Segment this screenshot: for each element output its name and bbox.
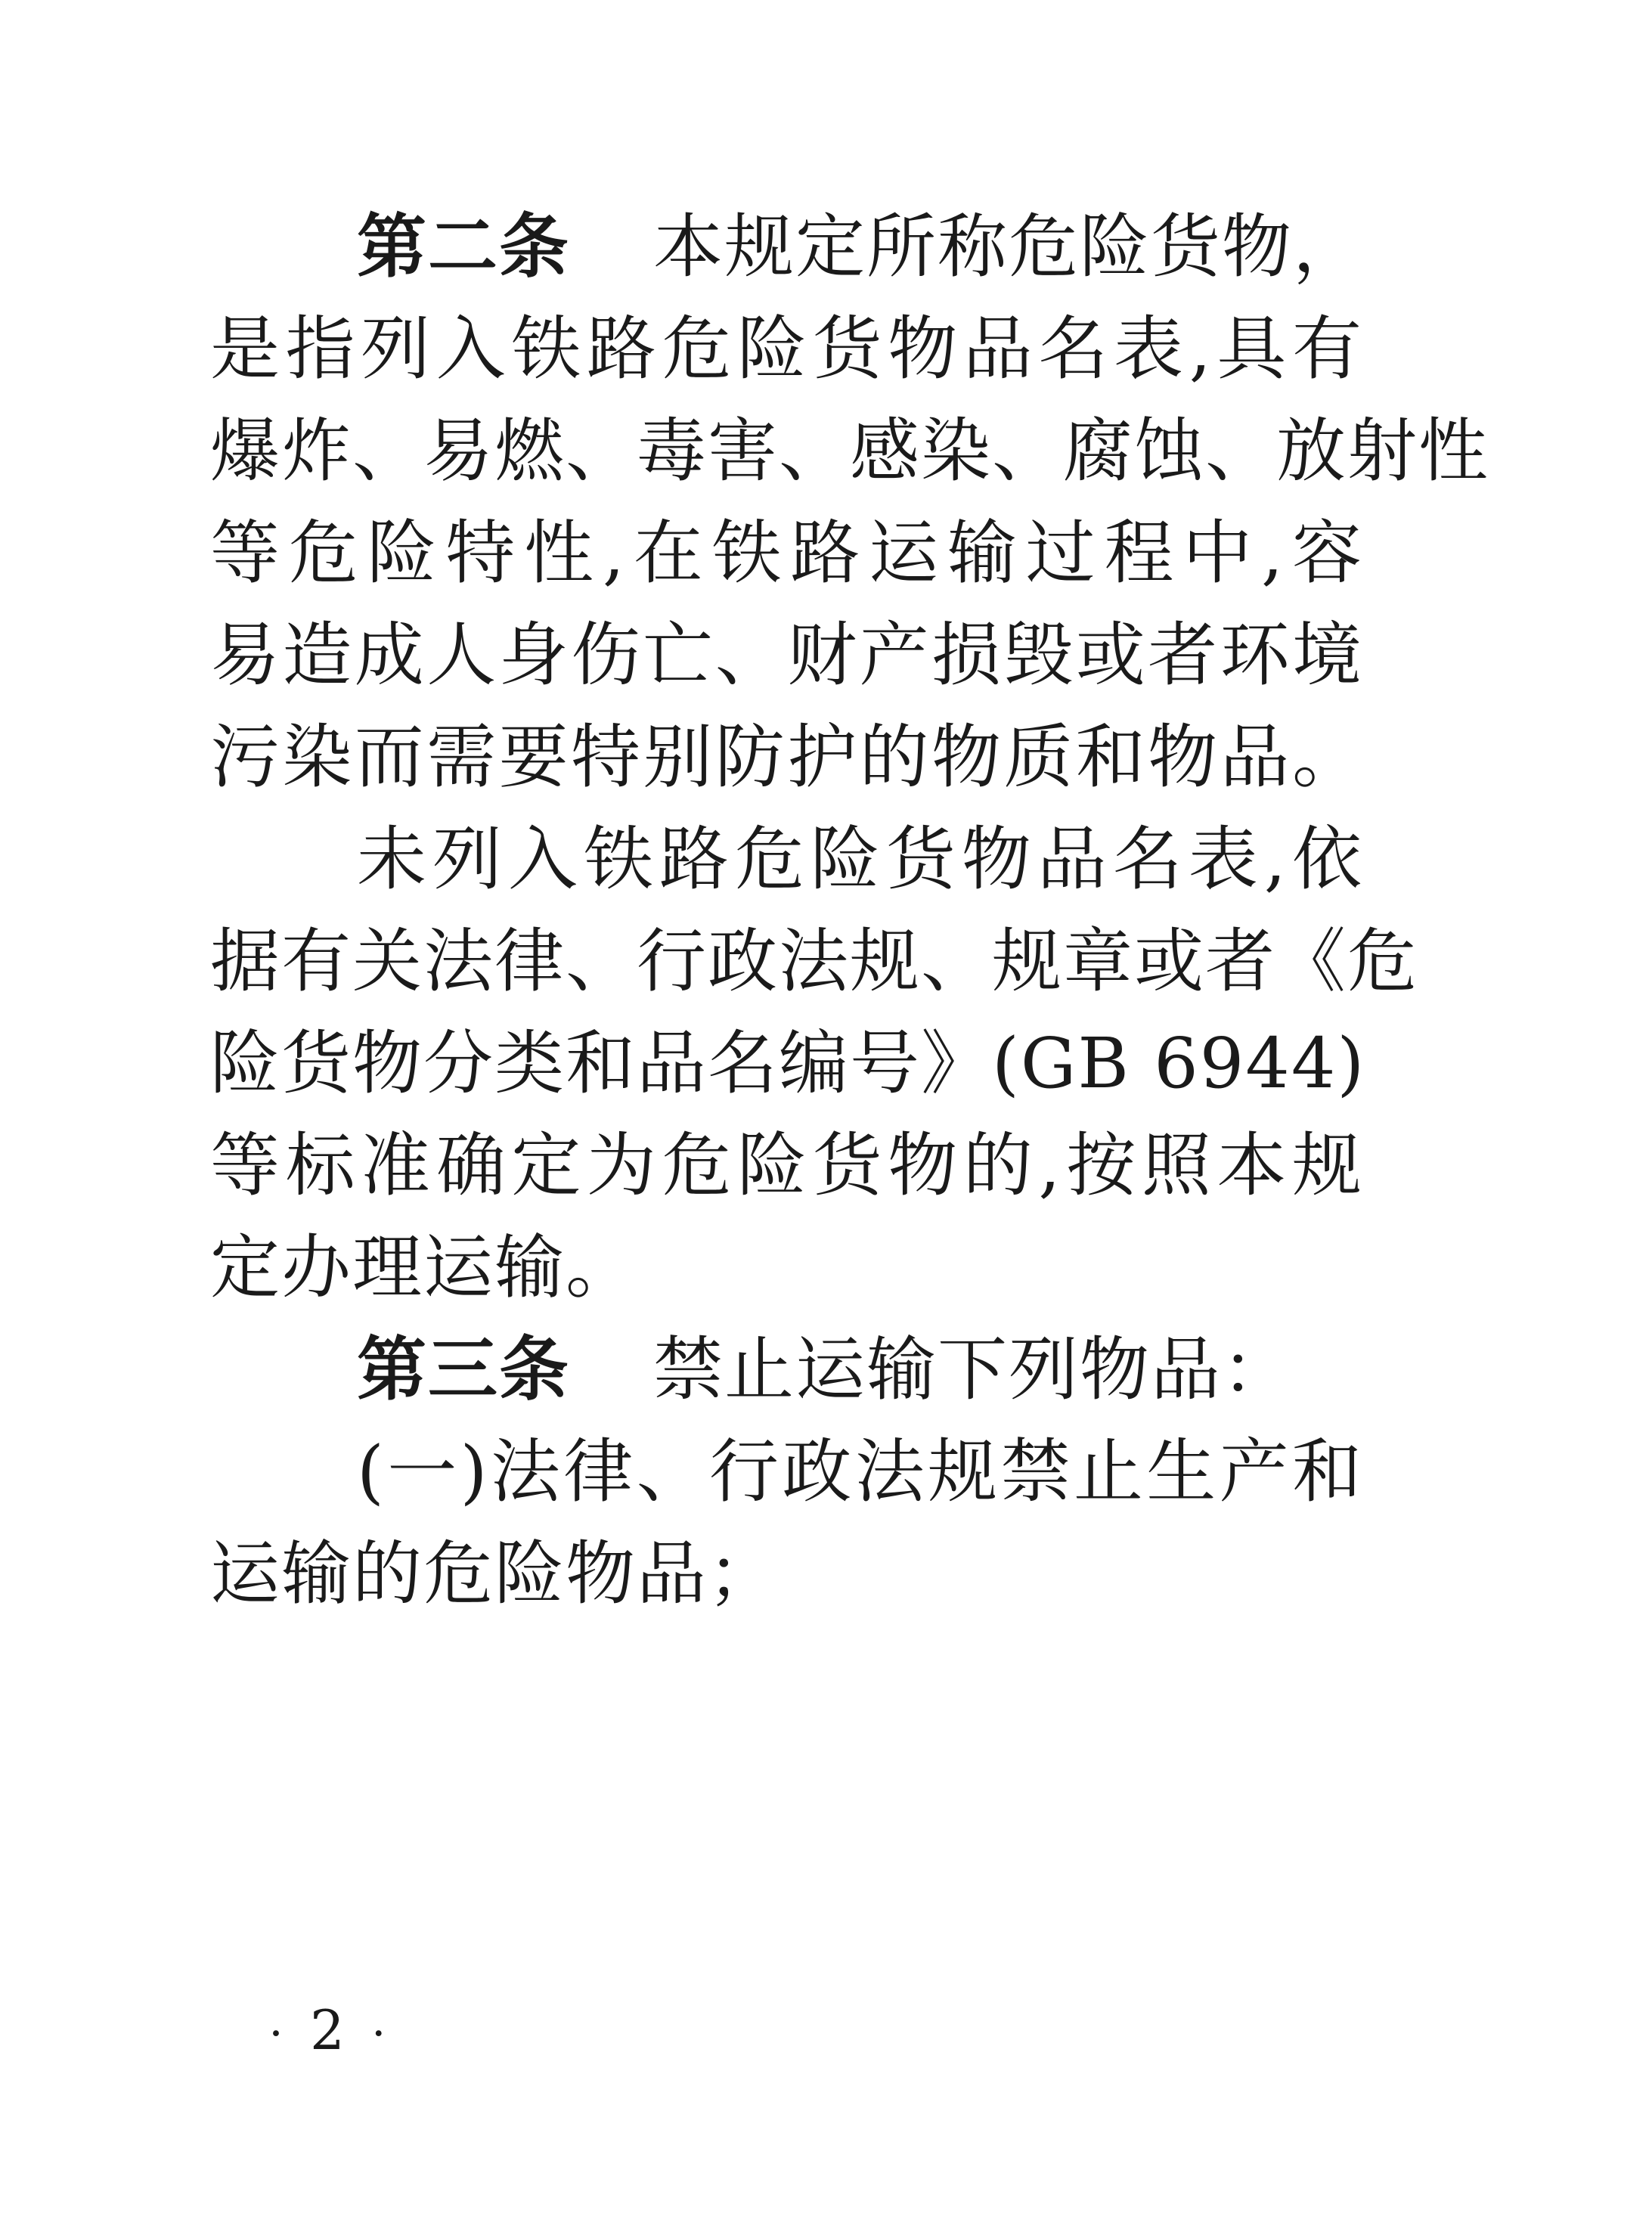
article-2-p2-line-4: 等标准确定为危险货物的,按照本规 <box>210 1125 1363 1206</box>
article-3-intro: 禁止运输下列物品： <box>653 1329 1294 1410</box>
article-2-first-line <box>357 198 1363 296</box>
article-2-heading: 第二条 <box>357 206 571 287</box>
article-2-line-4: 等危险特性,在铁路运输过程中,容 <box>210 513 1363 594</box>
article-2-p2-line-1: 未列入铁路危险货物品名表,依 <box>357 819 1363 900</box>
article-2-line-3: 爆炸、易燃、毒害、感染、腐蚀、放射性 <box>210 411 1490 491</box>
page-number: 2 <box>310 1998 345 2062</box>
article-3-heading: 第三条 <box>357 1329 571 1410</box>
article-2-p2-line-3: 险货物分类和品名编号》(GB 6944) <box>210 1023 1366 1104</box>
article-3-item-1-line-1: (一)法律、行政法规禁止生产和 <box>357 1431 1363 1512</box>
article-2-line-1: 本规定所称危险货物， <box>653 206 1365 287</box>
article-2-line-6: 污染而需要特别防护的物质和物品。 <box>210 717 1363 798</box>
page-number-footer <box>242 1996 413 2064</box>
article-3-first-line <box>357 1321 1363 1419</box>
article-2-p2-line-2: 据有关法律、行政法规、规章或者《危 <box>210 921 1419 1002</box>
footer-dot-right: · <box>371 2007 386 2060</box>
footer-dot-left: · <box>268 2007 284 2060</box>
article-3-item-1-line-2: 运输的危险物品； <box>210 1533 780 1614</box>
article-2-line-2: 是指列入铁路危险货物品名表,具有 <box>210 308 1363 389</box>
article-2-line-5: 易造成人身伤亡、财产损毁或者环境 <box>210 615 1363 696</box>
article-2-p2-line-5: 定办理运输。 <box>210 1227 637 1308</box>
